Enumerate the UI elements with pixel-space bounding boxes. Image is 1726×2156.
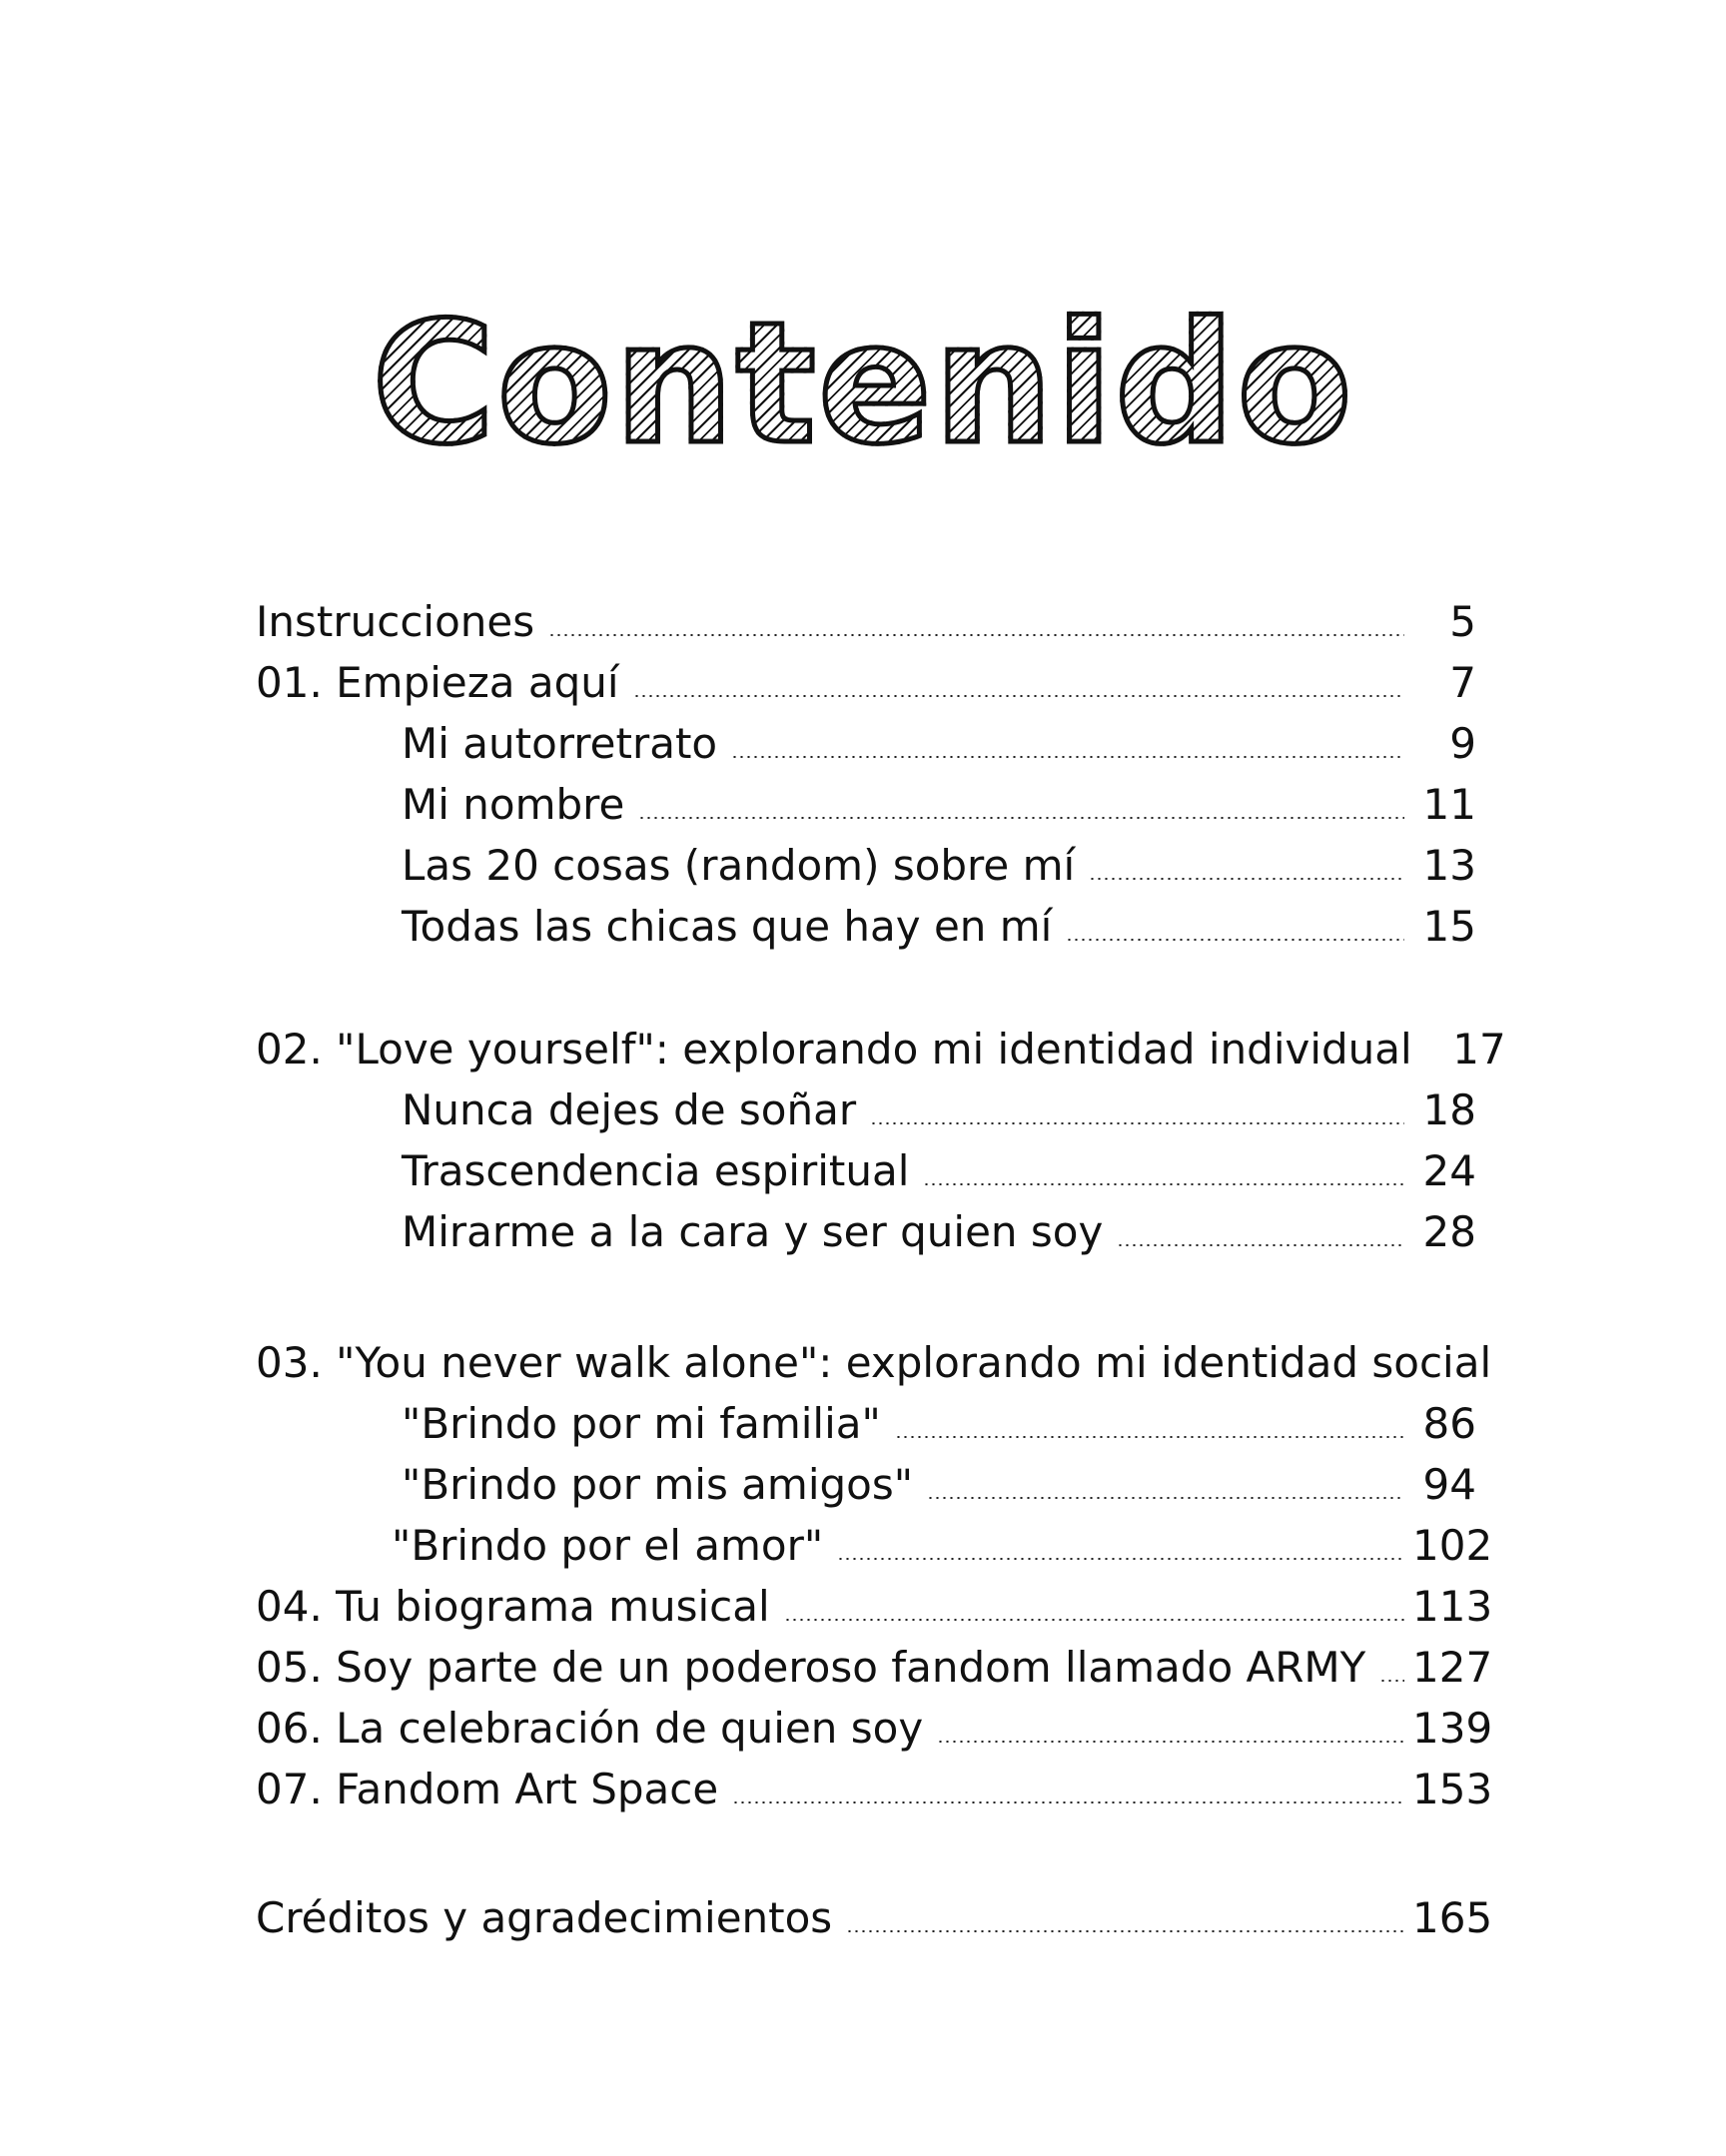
toc-entry-brindo-familia (256, 1393, 1476, 1454)
toc-entry-label: 05. Soy parte de un poderoso fandom llamado ARMY (256, 1643, 1366, 1692)
dot-leader (1379, 1680, 1404, 1682)
toc-entry-page: 7 (1449, 658, 1476, 707)
dot-leader (1066, 939, 1404, 941)
dot-leader (923, 1183, 1404, 1185)
toc-entry-label: Las 20 cosas (random) sobre mí (402, 841, 1076, 890)
toc-entry-page: 17 (1452, 1025, 1506, 1074)
toc-entry-brindo-amor (256, 1515, 1493, 1576)
toc-entry-page: 113 (1412, 1582, 1493, 1631)
toc-entry-page: 9 (1449, 719, 1476, 768)
toc-entry-label: 04. Tu biograma musical (256, 1582, 770, 1631)
toc-entry-autorretrato (256, 713, 1476, 774)
toc-entry-label: 02. "Love yourself": explorando mi identidad individual (256, 1025, 1412, 1074)
toc-entry-page: 13 (1422, 841, 1476, 890)
toc-entry-brindo-amigos (256, 1454, 1476, 1515)
toc-entry-label: Mi autorretrato (402, 719, 718, 768)
toc-entry-nunca-dejes (256, 1079, 1476, 1140)
toc-entry-page: 5 (1449, 597, 1476, 646)
toc-entry-page: 11 (1422, 780, 1476, 829)
toc-entry-chapter-06 (256, 1698, 1493, 1759)
table-of-contents (256, 591, 1506, 1948)
toc-entry-chapter-01 (256, 652, 1476, 713)
toc-entry-label: 01. Empieza aquí (256, 658, 619, 707)
toc-entry-page: 28 (1422, 1207, 1476, 1256)
dot-leader (895, 1436, 1404, 1438)
dot-leader (1426, 1062, 1434, 1064)
toc-entry-mirarme (256, 1201, 1476, 1262)
page-title: Contenido (0, 300, 1726, 467)
toc-entry-page: 18 (1422, 1085, 1476, 1134)
dot-leader (1505, 1375, 1513, 1377)
dot-leader (633, 695, 1404, 697)
dot-leader (731, 756, 1404, 758)
toc-entry-todas-las-chicas (256, 896, 1476, 957)
toc-entry-chapter-07 (256, 1759, 1493, 1819)
dot-leader (870, 1122, 1404, 1124)
dot-leader (846, 1930, 1404, 1932)
toc-entry-chapter-03 (256, 1332, 1492, 1393)
toc-entry-label: Mi nombre (402, 780, 625, 829)
toc-entry-label: "Brindo por mis amigos" (402, 1460, 914, 1509)
toc-entry-label: Nunca dejes de soñar (402, 1085, 857, 1134)
toc-entry-page: 153 (1412, 1765, 1493, 1813)
dot-leader (784, 1619, 1404, 1621)
toc-entry-mi-nombre (256, 774, 1476, 835)
toc-entry-label: Mirarme a la cara y ser quien soy (402, 1207, 1104, 1256)
dot-leader (837, 1558, 1404, 1560)
dot-leader (1089, 878, 1404, 880)
toc-entry-creditos (256, 1887, 1493, 1948)
toc-entry-page: 127 (1412, 1643, 1493, 1692)
toc-entry-label: 07. Fandom Art Space (256, 1765, 719, 1813)
dot-leader (638, 817, 1404, 819)
toc-entry-label: Todas las chicas que hay en mí (402, 902, 1053, 951)
dot-leader (548, 634, 1404, 636)
toc-entry-page: 24 (1422, 1146, 1476, 1195)
dot-leader (927, 1497, 1404, 1499)
dot-leader (732, 1801, 1404, 1803)
toc-entry-page: 165 (1412, 1893, 1493, 1942)
toc-entry-label: 06. La celebración de quien soy (256, 1704, 924, 1753)
toc-entry-instrucciones (256, 591, 1476, 652)
toc-entry-label: Instrucciones (256, 597, 535, 646)
toc-entry-label: "Brindo por el amor" (392, 1521, 824, 1570)
toc-entry-chapter-04 (256, 1576, 1493, 1637)
toc-entry-page: 139 (1412, 1704, 1493, 1753)
toc-entry-page: 86 (1422, 1399, 1476, 1448)
toc-entry-page: 102 (1412, 1521, 1493, 1570)
toc-entry-page: 94 (1422, 1460, 1476, 1509)
toc-entry-label: 03. "You never walk alone": explorando mi identidad social (256, 1338, 1492, 1387)
toc-entry-chapter-02 (256, 1019, 1506, 1079)
toc-entry-label: Trascendencia espiritual (402, 1146, 910, 1195)
toc-entry-page: 15 (1422, 902, 1476, 951)
dot-leader (937, 1741, 1404, 1743)
toc-entry-label: "Brindo por mi familia" (402, 1399, 881, 1448)
toc-entry-trascendencia (256, 1140, 1476, 1201)
toc-entry-chapter-05 (256, 1637, 1493, 1698)
toc-entry-label: Créditos y agradecimientos (256, 1893, 833, 1942)
dot-leader (1117, 1244, 1404, 1246)
toc-entry-20-cosas (256, 835, 1476, 896)
